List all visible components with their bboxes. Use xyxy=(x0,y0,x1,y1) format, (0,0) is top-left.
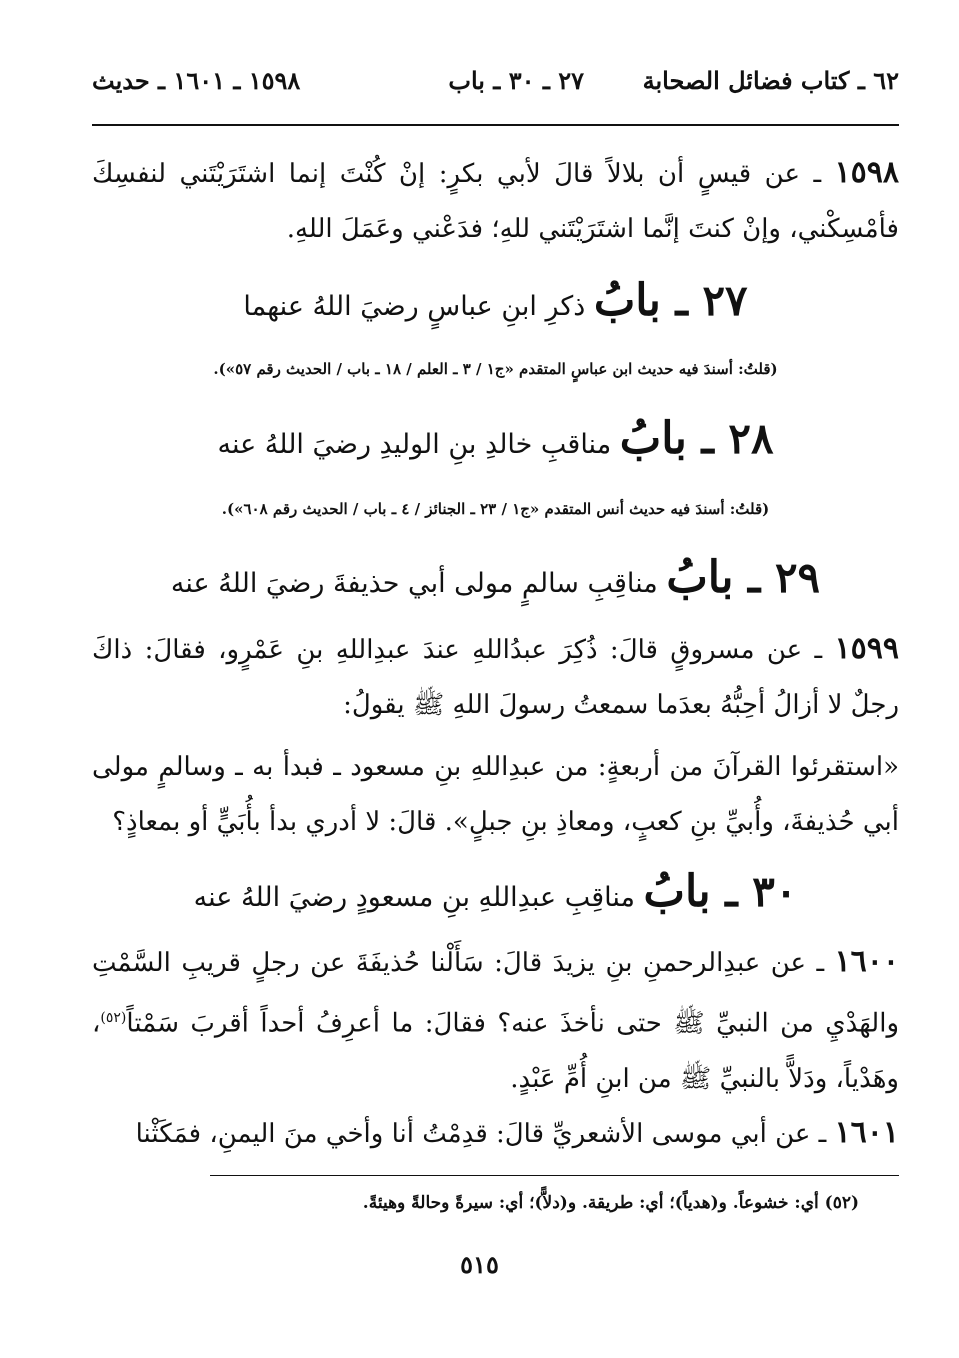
hadith-number: ١٥٩٨ xyxy=(834,155,899,190)
footnote: (٥٢) أي: خشوعاً. و(هدياً)؛ أي: طريقة. و(دلاًّ)؛ أي: سيرةً وحالةً وهيئةً. xyxy=(362,1193,859,1213)
chapter-title: مناقِبِ سالمٍ مولى أبي حذيفةَ رضيَ اللهُ عنه xyxy=(170,568,667,599)
hadith-1600 xyxy=(92,934,899,1107)
header-hadith-range: ١٥٩٨ ـ ١٦٠١ ـ حديث xyxy=(92,66,301,95)
footnote-ref[interactable]: (٥٢) xyxy=(100,1010,127,1026)
chapter-word: بابُ xyxy=(619,413,687,464)
chapter-title: ذكرِ ابنِ عباسٍ رضيَ اللهُ عنهما xyxy=(243,291,594,322)
chapter-dash: ـ xyxy=(733,553,775,602)
chapter-heading-27 xyxy=(92,275,899,326)
chapter-heading-29 xyxy=(92,552,899,603)
running-header xyxy=(92,66,899,106)
chapter-number: ٢٨ xyxy=(728,414,774,463)
hadith-number: ١٥٩٩ xyxy=(834,631,899,666)
header-rule xyxy=(92,124,899,126)
hadith-1599-quote: «استقرئوا القرآنَ من أربعةٍ: من عبدِاللهِ بنِ مسعود ـ فبدأ به ـ وسالمٍ مولى أبي حُذيفةَ، وأُبيِّ بنِ كعبٍ، ومعاذِ بنِ جبلٍ». قالَ: لا أدري بدأ بأُبَيٍّ أو بمعاذٍ؟ xyxy=(92,752,899,837)
footnote-rule xyxy=(210,1175,899,1176)
page-number: ٥١٥ xyxy=(460,1250,499,1279)
hadith-1599 xyxy=(92,621,899,733)
header-book-title: ٦٢ ـ كتاب فضائل الصحابة xyxy=(642,66,899,95)
hadith-text: ـ عن قيسٍ أن بلالاً قالَ لأبي بكرٍ: إنْ كُنْتَ إنما اشتَرَيْتَني لنفسِكَ فأمْسِكْني، وإنْ كنتَ إنَّما اشتَرَيْتَني للهِ؛ فدَعْني وعَمَلَ اللهِ. xyxy=(92,159,899,244)
chapter-title: مناقبِ خالدِ بنِ الوليدِ رضيَ اللهُ عنه xyxy=(217,429,620,460)
chapter-number: ٣٠ xyxy=(752,867,798,916)
chapter-title: مناقِبِ عبدِاللهِ بنِ مسعودٍ رضيَ اللهُ عنه xyxy=(193,882,644,913)
hadith-text: ـ عن مسروقٍ قالَ: ذُكِرَ عبدُاللهِ عندَ عبدِاللهِ بنِ عَمْرٍو، فقالَ: ذاكَ رجلٌ لا أزالُ أحِبُّهُ بعدَما سمعتُ رسولَ اللهِ ﷺ يقولُ: xyxy=(92,635,899,720)
hadith-number: ١٦٠٠ xyxy=(834,944,899,979)
chapter-word: بابُ xyxy=(643,866,711,917)
chapter-note-28: (قلتُ: أسندَ فيه حديث أنس المتقدم «ج١ / ٢٣ ـ الجنائز / ٤ ـ باب / الحديث رقم ٦٠٨»). xyxy=(221,500,770,518)
chapter-dash: ـ xyxy=(710,867,753,916)
chapter-dash: ـ xyxy=(660,276,703,325)
chapter-word: بابُ xyxy=(666,552,734,603)
hadith-text-end: ، وهَدْياً، ودَلاًّ بالنبيِّ ﷺ من ابنِ أُمِّ عَبْدٍ. xyxy=(92,1008,899,1094)
chapter-heading-28 xyxy=(92,413,899,464)
chapter-word: بابُ xyxy=(593,275,661,326)
hadith-text: ـ عن عبدِالرحمنِ بنِ يزيدَ قالَ: سَأَلْنا حُذيفَةَ عن رجلٍ قريبِ السَّمْتِ والهَدْيِ من النبيِّ ﷺ حتى نأخذَ عنه؟ فقالَ: ما أعرِفُ أحداً أقربَ سَمْتاً xyxy=(92,948,899,1039)
chapter-note-27: (قلتُ: أسندَ فيه حديث ابن عباسٍ المتقدم «ج١ / ٣ ـ العلم / ١٨ ـ باب / الحديث رقم ٥٧»). xyxy=(213,360,778,378)
hadith-text: ـ عن أبي موسى الأشعريِّ قالَ: قدِمْتُ أنا وأخي منَ اليمنِ، فمَكَثْنا xyxy=(135,1119,835,1149)
chapter-dash: ـ xyxy=(686,414,729,463)
hadith-1601 xyxy=(92,1105,899,1162)
chapter-number: ٢٧ xyxy=(702,276,748,325)
hadith-1598 xyxy=(92,145,899,257)
hadith-number: ١٦٠١ xyxy=(834,1115,899,1150)
header-chapter-range: ٢٧ ـ ٣٠ ـ باب xyxy=(448,66,584,95)
chapter-number: ٢٩ xyxy=(775,553,821,602)
chapter-heading-30 xyxy=(92,866,899,917)
